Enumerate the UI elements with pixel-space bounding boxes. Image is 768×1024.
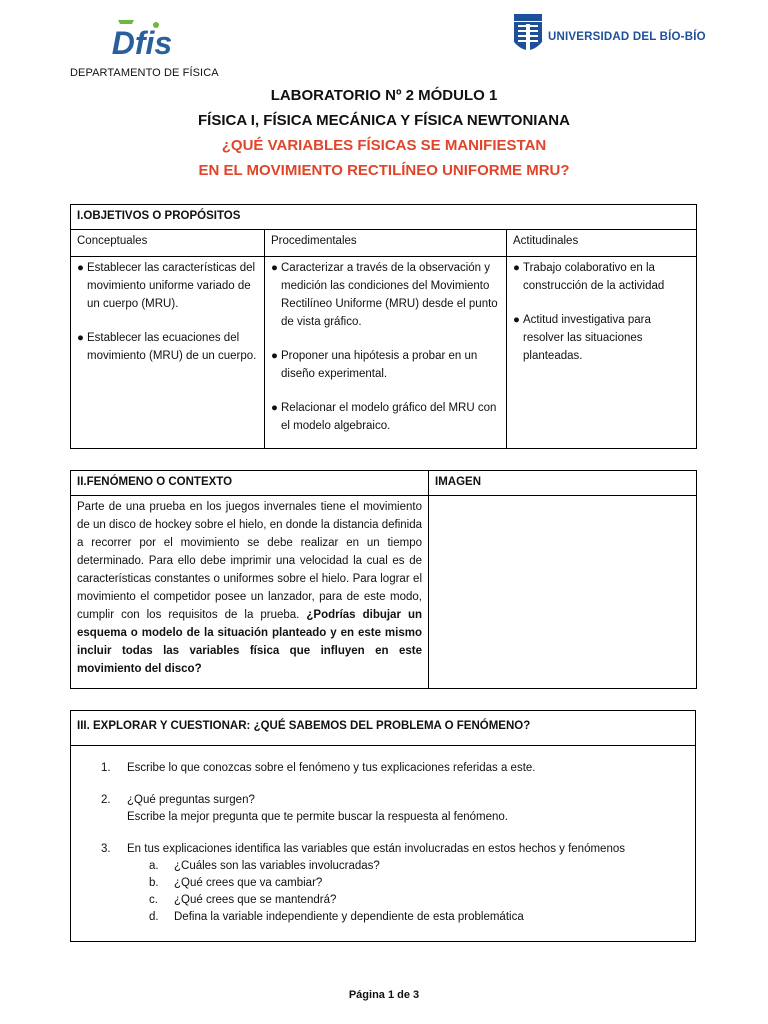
question-title-line1: ¿QUÉ VARIABLES FÍSICAS SE MANIFIESTAN (221, 137, 547, 154)
image-header: IMAGEN (429, 471, 697, 496)
list-item: ● Actitud investigativa para resolver las situaciones planteadas. (513, 314, 651, 362)
list-item: 2. ¿Qué preguntas surgen? Escribe la mejor pregunta que te permite buscar la respuesta al fenómeno. (101, 794, 508, 823)
sub-list-item: b. ¿Qué crees que va cambiar? (149, 877, 323, 889)
phenomenon-table (70, 470, 697, 689)
objectives-table (70, 204, 697, 449)
phenomenon-text-cell (71, 496, 429, 689)
column-procedimentales: Procedimentales (265, 230, 507, 257)
explore-table (70, 710, 696, 942)
actitudinales-cell (507, 257, 697, 449)
page-number: Página 1 de 3 (348, 989, 420, 1001)
column-conceptuales: Conceptuales (71, 230, 265, 257)
list-item: ● Establecer las características del movimiento uniforme variado de un cuerpo (MRU). (77, 262, 256, 310)
procedimentales-cell (265, 257, 507, 449)
sub-list-item: a. ¿Cuáles son las variables involucradas? (149, 860, 380, 872)
phenomenon-question: ¿Podrías dibujar un esquema o modelo de la situación planteado y en este mismo incluir todas las variables física que influyen en este movimiento del disco? (77, 609, 422, 675)
explore-cell (71, 746, 696, 942)
course-title: FÍSICA I, FÍSICA MECÁNICA Y FÍSICA NEWTONIANA (198, 112, 570, 129)
question-title-line2: EN EL MOVIMIENTO RECTILÍNEO UNIFORME MRU? (198, 162, 570, 179)
university-name: UNIVERSIDAD DEL BÍO-BÍO (548, 31, 706, 43)
list-item: 3. En tus explicaciones identifica las variables que están involucradas en estos hechos y fenómenos a. ¿Cuáles son las variables involucradas? b. ¿Qué crees que va cambiar? c. ¿Qué crees que se mantendrá? d. Defina la variable independiente y dependiente de esta problemática (101, 841, 689, 926)
phenomenon-header: II.FENÓMENO O CONTEXTO (71, 471, 429, 496)
list-item: ● Establecer las ecuaciones del movimiento (MRU) de un cuerpo. (77, 332, 257, 362)
column-actitudinales: Actitudinales (507, 230, 697, 257)
lab-title: LABORATORIO Nº 2 MÓDULO 1 (270, 87, 498, 104)
list-item: ● Relacionar el modelo gráfico del MRU con el modelo algebraico. (271, 402, 497, 432)
conceptuales-cell (71, 257, 265, 449)
list-item: ● Trabajo colaborativo en la construcción de la actividad (513, 262, 665, 292)
department-label: DEPARTAMENTO DE FÍSICA (70, 67, 219, 79)
dfis-logo (104, 18, 180, 60)
sub-list-item: d. Defina la variable independiente y dependiente de esta problemática (149, 911, 524, 923)
list-item: ● Caracterizar a través de la observación y medición las condiciones del Movimiento Rectilíneo Uniforme (MRU) desde el punto de vista gráfico. (271, 262, 498, 328)
phenomenon-text: Parte de una prueba en los juegos invernales tiene el movimiento de un disco de hockey sobre el hielo, en donde la distancia definida a recorrer por el movimiento se debe realizar en un tiempo determinado. Para ello debe imprimir una velocidad la cual es de características constantes o uniformes sobre el hielo. Para lograr el movimiento el competidor posee un lanzador, para de este modo, cumplir con los requisitos de la prueba. (77, 501, 422, 621)
image-cell[interactable] (429, 496, 697, 689)
dfis-logo-text: Dfis (111, 25, 173, 60)
objectives-header: I.OBJETIVOS O PROPÓSITOS (71, 205, 697, 230)
list-item: 1. Escribe lo que conozcas sobre el fenómeno y tus explicaciones referidas a este. (101, 762, 536, 774)
list-item: ● Proponer una hipótesis a probar en un diseño experimental. (271, 350, 478, 380)
sub-list-item: c. ¿Qué crees que se mantendrá? (149, 894, 337, 906)
explore-header: III. EXPLORAR Y CUESTIONAR: ¿QUÉ SABEMOS DEL PROBLEMA O FENÓMENO? (71, 711, 696, 746)
